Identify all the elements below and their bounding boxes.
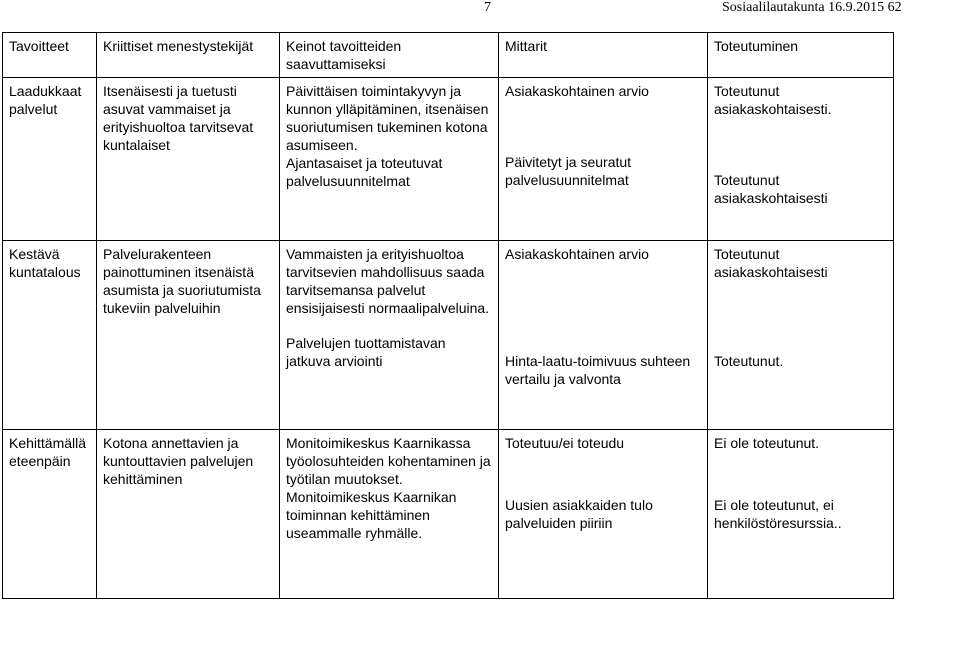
factor-cell: Kotona annettavien ja kuntouttavien palvelujen kehittäminen <box>97 430 280 599</box>
result-text: Toteutunut. <box>714 353 784 369</box>
column-header-factors: Kriittiset menestystekijät <box>97 33 280 78</box>
metric-text: Päivitetyt ja seuratut palvelusuunnitelmat <box>505 154 632 188</box>
table-header-row <box>3 33 958 78</box>
metric-text: Uusien asiakkaiden tulo palveluiden piiriin <box>505 497 653 531</box>
means-text: Monitoimikeskus Kaarnikan toiminnan kehittäminen useammalle ryhmälle. <box>286 489 457 541</box>
result-cell <box>708 78 894 241</box>
result-text: Toteutunut asiakaskohtaisesti. <box>714 83 832 117</box>
factor-cell: Palvelurakenteen painottuminen itsenäistä asumista ja suoriutumista tukeviin palveluihin <box>97 241 280 430</box>
goal-cell: Laadukkaat palvelut <box>3 78 97 241</box>
goal-cell: Kehittämällä eteenpäin <box>3 430 97 599</box>
metric-text: Asiakaskohtainen arvio <box>505 83 649 99</box>
means-text: Palvelujen tuottamistavan jatkuva arviointi <box>286 335 446 369</box>
means-text: Päivittäisen toimintakyvyn ja kunnon ylläpitäminen, itsenäisen suoriutumisen tukeminen kotona asumiseen. <box>286 83 489 153</box>
means-cell <box>280 430 499 599</box>
result-cell <box>708 430 894 599</box>
table-row <box>3 430 958 599</box>
metric-cell <box>499 241 708 430</box>
column-header-means: Keinot tavoitteiden saavuttamiseksi <box>280 33 499 78</box>
result-text: Toteutunut asiakaskohtaisesti <box>714 172 828 206</box>
document-title: Sosiaalilautakunta 16.9.2015 62 <box>722 0 902 15</box>
goal-cell: Kestävä kuntatalous <box>3 241 97 430</box>
column-header-results: Toteutuminen <box>708 33 894 78</box>
result-text: Toteutunut asiakaskohtaisesti <box>714 246 828 280</box>
factor-cell: Itsenäisesti ja tuetusti asuvat vammaiset ja erityishuoltoa tarvitsevat kuntalaiset <box>97 78 280 241</box>
result-text: Ei ole toteutunut, ei henkilöstöresurssia.. <box>714 497 842 531</box>
table-row <box>3 78 958 241</box>
means-cell <box>280 241 499 430</box>
metric-text: Asiakaskohtainen arvio <box>505 246 649 262</box>
goals-table <box>2 32 958 599</box>
result-text: Ei ole toteutunut. <box>714 435 820 451</box>
means-text: Vammaisten ja erityishuoltoa tarvitsevien mahdollisuus saada tarvitsemansa palvelut ensisijaisesti normaalipalveluina. <box>286 246 490 316</box>
page-header <box>0 0 960 22</box>
metric-text: Hinta-laatu-toimivuus suhteen vertailu ja valvonta <box>505 353 691 387</box>
metric-cell <box>499 430 708 599</box>
means-text: Ajantasaiset ja toteutuvat palvelusuunnitelmat <box>286 155 443 189</box>
means-cell <box>280 78 499 241</box>
metric-cell <box>499 78 708 241</box>
means-text: Monitoimikeskus Kaarnikassa työolosuhteiden kohentaminen ja työtilan muutokset. <box>286 435 491 487</box>
column-header-goals: Tavoitteet <box>3 33 97 78</box>
column-header-metrics: Mittarit <box>499 33 708 78</box>
result-cell <box>708 241 894 430</box>
page-number: 7 <box>484 0 491 15</box>
metric-text: Toteutuu/ei toteudu <box>505 435 625 451</box>
table-row <box>3 241 958 430</box>
